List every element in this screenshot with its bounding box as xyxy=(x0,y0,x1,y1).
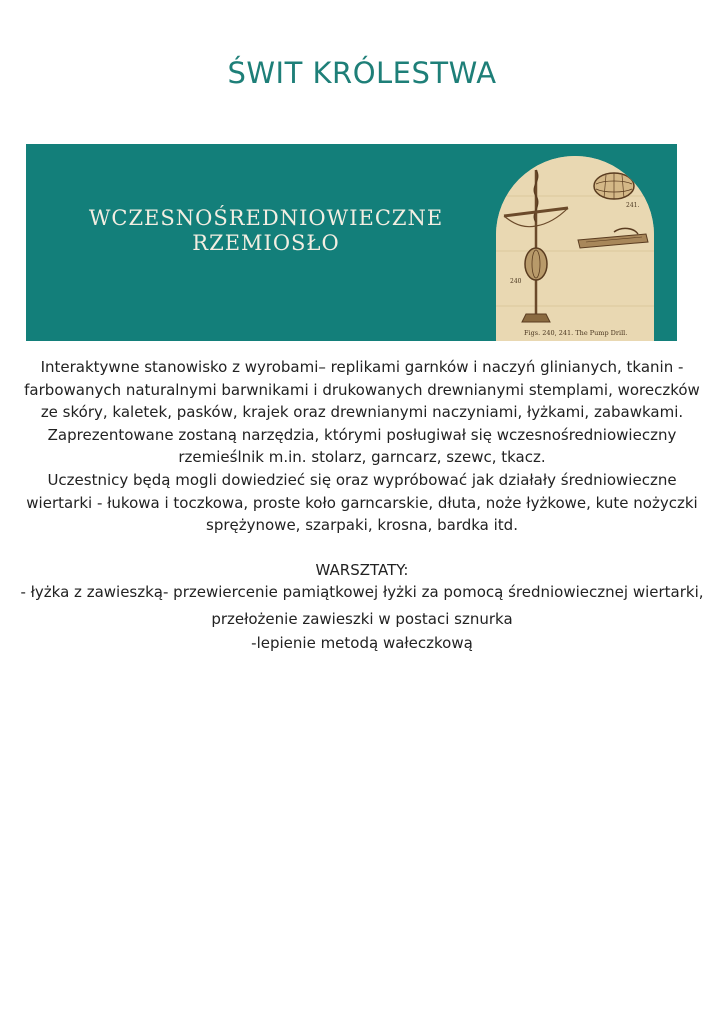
workshop-item-1-cont: przełożenie zawieszki w postaci sznurka xyxy=(211,609,513,628)
figure-label-241: 241. xyxy=(626,202,640,209)
description-block xyxy=(8,356,716,654)
workshop-item-2: -lepienie metodą wałeczkową xyxy=(251,633,473,652)
description-line: Uczestnicy będą mogli dowiedzieć się oraz wypróbować jak działały średniowieczne xyxy=(47,470,677,489)
figure-caption: Figs. 240, 241. The Pump Drill. xyxy=(524,329,628,337)
description-line: rzemieślnik m.in. stolarz, garncarz, szewc, tkacz. xyxy=(178,448,546,467)
description-line: Zaprezentowane zostaną narzędzia, którymi posługiwał się wczesnośredniowieczny xyxy=(47,425,677,444)
description-line: farbowanych naturalnymi barwnikami i drukowanych drewnianymi stemplami, woreczków xyxy=(24,380,700,399)
banner-heading xyxy=(68,206,464,256)
section-spacer xyxy=(8,537,716,559)
description-line: ze skóry, kaletek, pasków, krajek oraz drewnianymi naczyniami, łyżkami, zabawkami. xyxy=(40,403,684,422)
workshops-section xyxy=(8,559,716,654)
pump-drill-drawing xyxy=(496,156,654,341)
banner-heading-line-1: WCZESNOŚREDNIOWIECZNE xyxy=(88,206,444,230)
description-line: Interaktywne stanowisko z wyrobami– replikami garnków i naczyń glinianych, tkanin - xyxy=(40,358,684,376)
description-line: sprężynowe, szarpaki, krosna, bardka itd. xyxy=(206,516,518,535)
figure-label-240: 240 xyxy=(510,278,522,285)
description-line: wiertarki - łukowa i toczkowa, proste koło garncarskie, dłuta, noże łyżkowe, kute nożyczki xyxy=(26,493,698,512)
page-title: ŚWIT KRÓLESTWA xyxy=(227,56,497,90)
pump-drill-illustration xyxy=(496,156,654,341)
header-banner xyxy=(26,144,677,341)
workshops-heading: WARSZTATY: xyxy=(315,560,409,579)
workshop-item-1: - łyżka z zawieszką- przewiercenie pamiątkowej łyżki za pomocą średniowiecznej wiertarki, xyxy=(20,583,704,602)
banner-heading-line-2: RZEMIOSŁO xyxy=(192,231,340,255)
